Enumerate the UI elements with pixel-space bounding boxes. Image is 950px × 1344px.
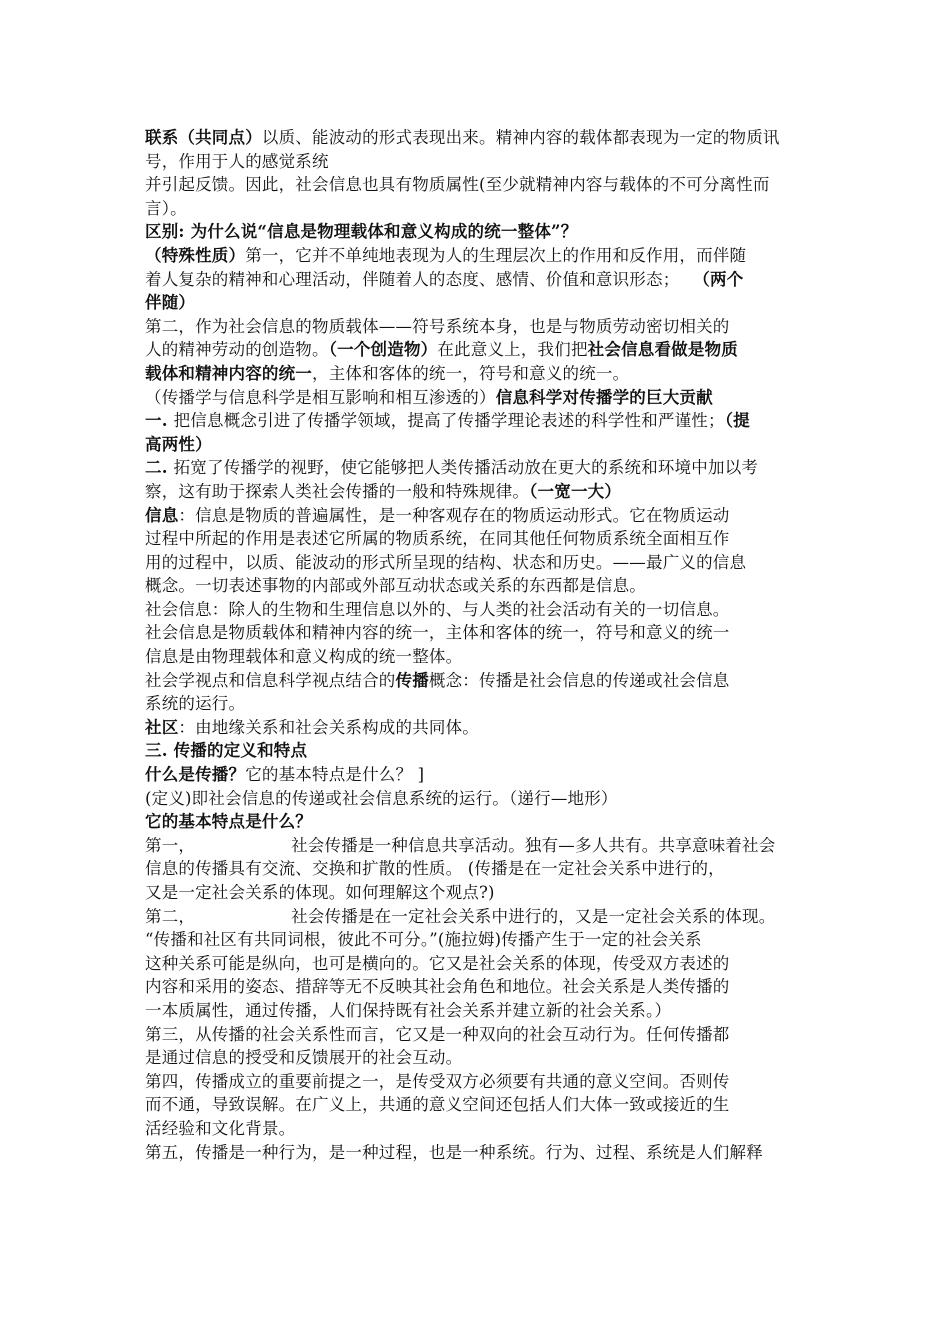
text-run: 第一，它并不单纯地表现为人的生理层次上的作用和反作用，而伴随 xyxy=(245,245,747,265)
document-body xyxy=(145,126,850,1164)
text-run: 这种关系可能是纵向，也可是横向的。它又是社会关系的体现，传受双方表述的 xyxy=(145,953,730,973)
text-run: 概念：传播是社会信息的传递或社会信息 xyxy=(428,670,730,690)
bold-text: （一个创造物） xyxy=(328,340,438,360)
text-line xyxy=(145,975,850,999)
bold-text: 联系（共同点） xyxy=(145,128,262,147)
text-line xyxy=(145,409,850,433)
text-line xyxy=(145,881,850,905)
text-run: 社会信息：除人的生物和生理信息以外的、与人类的社会活动有关的一切信息。 xyxy=(145,599,730,619)
text-run: 又是一定社会关系的体现。如何理解这个观点?) xyxy=(145,883,495,902)
text-run: 第三，从传播的社会关系性而言，它又是一种双向的社会互动行为。任何传播都 xyxy=(145,1024,730,1044)
text-line xyxy=(145,810,850,834)
text-run: 第四，传播成立的重要前提之一，是传受双方必须要有共通的意义空间。否则传 xyxy=(145,1071,730,1091)
text-run: 在此意义上，我们把 xyxy=(437,340,588,360)
text-run: 概念。一切表述事物的内部或外部互动状态或关系的东西都是信息。 xyxy=(145,576,646,596)
text-line xyxy=(145,244,850,268)
text-run: 是通过信息的授受和反馈展开的社会互动。 xyxy=(145,1048,463,1068)
text-line xyxy=(145,928,850,952)
text-run: 拓宽了传播学的视野，使它能够把人类传播活动放在更大的系统和环境中加以考 xyxy=(173,458,759,478)
text-line xyxy=(145,621,850,645)
text-run: 系统的运行。 xyxy=(145,694,246,714)
text-line xyxy=(145,173,850,197)
text-run: 第二， xyxy=(145,906,196,926)
text-line xyxy=(145,126,850,150)
text-run: 并引起反馈。因此，社会信息也具有物质属性(至少就精神内容与载体的不可分离性而 xyxy=(145,175,770,195)
text-run: 内容和采用的姿态、措辞等无不反映其社会角色和地位。社会关系是人类传播的 xyxy=(145,977,730,997)
text-line xyxy=(145,1141,850,1165)
text-run: “传播和社区有共同词根，彼此不可分。”(施拉姆)传播产生于一定的社会关系 xyxy=(145,930,702,950)
text-line xyxy=(145,197,850,221)
text-line xyxy=(145,551,850,575)
text-line xyxy=(145,1023,850,1047)
text-run: 社会信息是物质载体和精神内容的统一，主体和客体的统一，符号和意义的统一 xyxy=(145,623,730,643)
text-line xyxy=(145,669,850,693)
text-run: 社会传播是在一定社会关系中进行的，又是一定社会关系的体现。 xyxy=(291,906,776,926)
text-line xyxy=(145,645,850,669)
text-run: 社会传播是一种信息共享活动。独有—多人共有。共享意味着社会 xyxy=(291,835,776,855)
text-run: 用的过程中，以质、能波动的形式所呈现的结构、状态和历史。——最广义的信息 xyxy=(145,552,747,572)
text-line xyxy=(145,386,850,410)
text-run: 第五，传播是一种行为，是一种过程，也是一种系统。行为、过程、系统是人们解释 xyxy=(145,1142,763,1162)
text-run: 过程中所起的作用是表述它所属的物质系统，在同其他任何物质系统全面相互作 xyxy=(145,529,730,549)
text-run: 以质、能波动的形式表现出来。精神内容的载体都表现为一定的物质讯 xyxy=(261,128,780,147)
text-line xyxy=(145,739,850,763)
text-line xyxy=(145,1093,850,1117)
text-run: ，主体和客体的统一，符号和意义的统一。 xyxy=(312,363,630,383)
text-line xyxy=(145,763,850,787)
bold-text: 区别: 为什么说“信息是物理载体和意义构成的统一整体”？ xyxy=(145,222,578,242)
bold-text: 载体和精神内容的统一 xyxy=(145,363,312,383)
bold-text: 信息科学对传播学的巨大贡献 xyxy=(495,387,713,407)
text-run: 第一， xyxy=(145,835,196,855)
text-line xyxy=(145,291,850,315)
text-line xyxy=(145,268,850,292)
bold-text: 高两性） xyxy=(145,434,212,454)
text-line xyxy=(145,787,850,811)
text-line xyxy=(145,527,850,551)
text-run: 一本质属性，通过传播，人们保持既有社会关系并建立新的社会关系。） xyxy=(145,1000,672,1020)
text-line xyxy=(145,598,850,622)
text-line xyxy=(145,220,850,244)
bold-text: 传播 xyxy=(395,670,429,690)
text-line xyxy=(145,905,850,929)
text-line xyxy=(145,480,850,504)
text-run: (定义)即社会信息的传递或社会信息系统的运行。（递行—地形） xyxy=(145,788,618,808)
text-run: 察，这有助于探索人类社会传播的一般和特殊规律。 xyxy=(145,481,530,501)
text-run: 人的精神劳动的创造物。 xyxy=(145,340,329,360)
text-run: 号，作用于人的感觉系统 xyxy=(145,151,329,171)
text-run: （传播学与信息科学是相互影响和相互渗透的） xyxy=(145,387,496,407)
text-line xyxy=(145,150,850,174)
bold-text: 信息 xyxy=(145,505,179,525)
text-line xyxy=(145,315,850,339)
text-run: 着人复杂的精神和心理活动，伴随着人的态度、感情、价值和意识形态； xyxy=(145,269,694,289)
text-run: 言）。 xyxy=(145,198,187,218)
bold-text: 社会信息看做是物质 xyxy=(587,340,738,360)
text-line xyxy=(145,433,850,457)
text-run: 而不通，导致误解。在广义上，共通的意义空间还包括人们大体一致或接近的生 xyxy=(145,1095,730,1115)
text-line xyxy=(145,692,850,716)
text-line xyxy=(145,1070,850,1094)
text-line xyxy=(145,857,850,881)
text-run: 把信息概念引进了传播学领域，提高了传播学理论表述的科学性和严谨性； xyxy=(173,411,725,431)
text-line xyxy=(145,1046,850,1070)
text-run: ：由地缘关系和社会关系构成的共同体。 xyxy=(178,717,480,737)
bold-text: （特殊性质） xyxy=(145,245,246,265)
bold-text: 什么是传播？ xyxy=(145,765,246,785)
text-line xyxy=(145,1117,850,1141)
text-run: 第二，作为社会信息的物质载体——符号系统本身，也是与物质劳动密切相关的 xyxy=(145,316,730,336)
bold-text: 三. 传播的定义和特点 xyxy=(145,741,308,761)
text-run: 信息的传播具有交流、交换和扩散的性质。 (传播是在一定社会关系中进行的， xyxy=(145,859,725,879)
text-run: 它的基本特点是什么？ ] xyxy=(245,765,425,785)
bold-text: （一宽一大） xyxy=(529,481,622,501)
text-line xyxy=(145,716,850,740)
text-line xyxy=(145,504,850,528)
text-line xyxy=(145,362,850,386)
text-run: 社会学视点和信息科学视点结合的 xyxy=(145,670,396,690)
bold-text: 一. xyxy=(145,411,174,431)
text-run: 信息是由物理载体和意义构成的统一整体。 xyxy=(145,647,463,667)
bold-text: （提 xyxy=(724,411,750,431)
text-line xyxy=(145,834,850,858)
text-line xyxy=(145,999,850,1023)
bold-text: （两个 xyxy=(693,269,744,289)
text-line xyxy=(145,338,850,362)
text-line xyxy=(145,456,850,480)
bold-text: 它的基本特点是什么？ xyxy=(145,812,312,832)
text-run: 活经验和文化背景。 xyxy=(145,1118,296,1138)
text-line xyxy=(145,952,850,976)
bold-text: 社区 xyxy=(145,717,179,737)
text-run: ：信息是物质的普遍属性，是一种客观存在的物质运动形式。它在物质运动 xyxy=(178,505,730,525)
text-line xyxy=(145,574,850,598)
bold-text: 伴随） xyxy=(145,293,196,313)
bold-text: 二. xyxy=(145,458,174,478)
